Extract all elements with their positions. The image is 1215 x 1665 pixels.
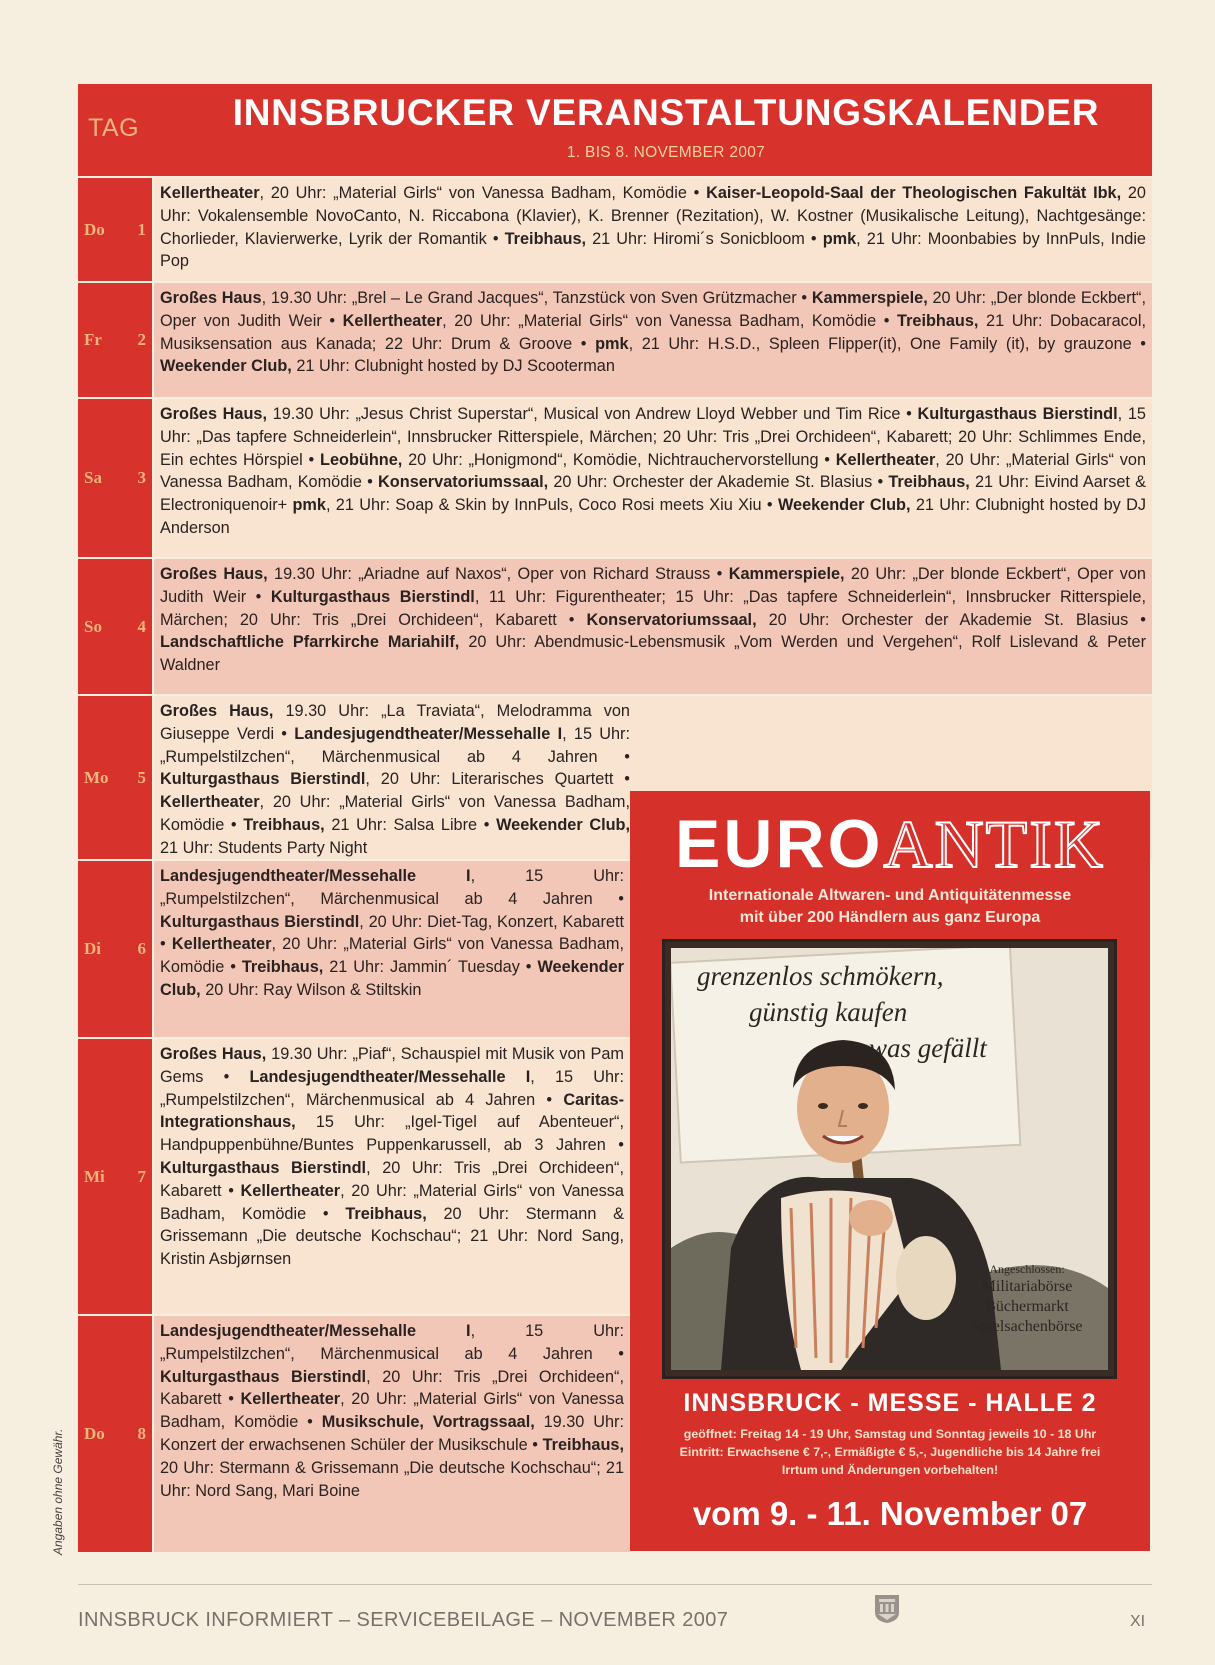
poster-canvas <box>671 948 1108 1370</box>
ad-location: INNSBRUCK - MESSE - HALLE 2 <box>683 1389 1097 1417</box>
euroantik-advertisement <box>630 791 1150 1551</box>
event-list: Großes Haus, 19.30 Uhr: „Ariadne auf Naxos“, Oper von Richard Strauss • Kammerspiele, 20 Uhr: „Der blonde Eckbert“, Oper von Judith Weir • Kulturgasthaus Bierstindl, 11 Uhr: Figurentheater; 15 Uhr: „Das tapfere Schneiderlein“, Innsbrucker Ritterspiele, Märchen; 20 Uhr: Tris „Drei Orchideen“, Kabarett • Konservatoriumssaal, 20 Uhr: Orchester der Akademie St. Blasius • Landschaftliche Pfarrkirche Mariahilf, 20 Uhr: Abendmusic-Lebensmusik „Vom Werden und Vergehen“, Rolf Lislevand & Peter Waldner <box>154 559 1152 694</box>
day-label: Mo 5 <box>78 696 152 859</box>
disclaimer: Angaben ohne Gewähr. <box>51 1428 65 1555</box>
day-row-4 <box>78 559 1152 694</box>
day-label: Do 8 <box>78 1316 152 1552</box>
day-row-6 <box>78 861 630 1037</box>
event-list: Großes Haus, 19.30 Uhr: „Piaf“, Schauspiel mit Musik von Pam Gems • Landesjugendtheater/Messehalle I, 15 Uhr: „Rumpelstilzchen“, Märchenmusical ab 4 Jahren • Caritas-Integrationshaus, 15 Uhr: „Igel-Tigel auf Abenteuer“, Handpuppenbühne/Buntes Puppenkarussell, ab 3 Jahren • Kulturgasthaus Bierstindl, 20 Uhr: Tris „Drei Orchideen“, Kabarett • Kellertheater, 20 Uhr: „Material Girls“ von Vanessa Badham, Komödie • Treibhaus, 20 Uhr: Stermann & Grissemann „Die deutsche Kochschau“; 21 Uhr: Nord Sang, Kristin Asbjørnsen <box>154 1039 630 1314</box>
ad-brand-logo: EUROANTIK <box>675 806 1105 882</box>
ad-slogan: grenzenlos schmökern, günstig kaufen was gefällt <box>697 961 987 1063</box>
day-label: Fr 2 <box>78 283 152 397</box>
footer-text: INNSBRUCK INFORMIERT – SERVICEBEILAGE – NOVEMBER 2007 <box>78 1609 729 1631</box>
day-row-3 <box>78 399 1152 557</box>
day-label: Di 6 <box>78 861 152 1037</box>
day-row-1 <box>78 178 1152 281</box>
event-list: Kellertheater, 20 Uhr: „Material Girls“ von Vanessa Badham, Komödie • Kaiser-Leopold-Saal der Theologischen Fakultät Ibk, 20 Uhr: Vokalensemble NovoCanto, N. Riccabona (Klavier), K. Brenner (Rezitation), W. Kostner (Musikalische Leitung), Nachtgesänge: Chorlieder, Klavierwerke, Lyrik der Romantik • Treibhaus, 21 Uhr: Hiromi´s Sonicbloom • pmk, 21 Uhr: Moonbabies by InnPuls, Indie Pop <box>154 178 1152 281</box>
event-list: Landesjugendtheater/Messehalle I, 15 Uhr: „Rumpelstilzchen“, Märchenmusical ab 4 Jahren • Kulturgasthaus Bierstindl, 20 Uhr: Tris „Drei Orchideen“, Kabarett • Kellertheater, 20 Uhr: „Material Girls“ von Vanessa Badham, Komödie • Musikschule, Vortragssaal, 19.30 Uhr: Konzert der erwachsenen Schüler der Musikschule • Treibhaus, 20 Uhr: Stermann & Grissemann „Die deutsche Kochschau“; 21 Uhr: Nord Sang, Mari Boine <box>154 1316 630 1552</box>
day-label: Do 1 <box>78 178 152 281</box>
day-label: Sa 3 <box>78 399 152 557</box>
date-range: 1. BIS 8. NOVEMBER 2007 <box>566 144 766 161</box>
ad-dates: vom 9. - 11. November 07 <box>692 1495 1088 1532</box>
city-emblem-icon <box>874 1594 900 1624</box>
calendar-header <box>78 84 1152 176</box>
ad-subtitle: Internationale Altwaren- und Antiquitätenmesse mit über 200 Händlern aus ganz Europa <box>708 887 1072 926</box>
page-number: XI <box>1130 1613 1146 1630</box>
day-label: So 4 <box>78 559 152 694</box>
event-list: Großes Haus, 19.30 Uhr: „Brel – Le Grand Jacques“, Tanzstück von Sven Grützmacher • Kammerspiele, 20 Uhr: „Der blonde Eckbert“, Oper von Judith Weir • Kellertheater, 20 Uhr: „Material Girls“ von Vanessa Badham, Komödie • Treibhaus, 21 Uhr: Dobacaracol, Musiksensation aus Kanada; 22 Uhr: Drum & Groove • pmk, 21 Uhr: H.S.D., Spleen Flipper(it), One Family (it), by grauzone • Weekender Club, 21 Uhr: Clubnight hosted by DJ Scooterman <box>154 283 1152 397</box>
event-text: Großes Haus, 19.30 Uhr: „La Traviata“, Melodramma von Giuseppe Verdi • Landesjugendtheater/Messehalle I, 15 Uhr: „Rumpelstilzchen“, Märchenmusical ab 4 Jahren • Kulturgasthaus Bierstindl, 20 Uhr: Literarisches Quartett • Kellertheater, 20 Uhr: „Material Girls“ von Vanessa Badham, Komödie • Treibhaus, 21 Uhr: Salsa Libre • Weekender Club, 21 Uhr: Students Party Night <box>160 702 631 857</box>
page-title: INNSBRUCKER VERANSTALTUNGSKALENDER <box>232 92 1100 133</box>
day-row-7 <box>78 1039 630 1314</box>
event-list: Großes Haus, 19.30 Uhr: „Jesus Christ Superstar“, Musical von Andrew Lloyd Webber und Tim Rice • Kulturgasthaus Bierstindl, 15 Uhr: „Das tapfere Schneiderlein“, Innsbrucker Ritterspiele, Märchen; 20 Uhr: Tris „Drei Orchideen“, Kabarett; 20 Uhr: Schlimmes Ende, Ein echtes Hörspiel • Leobühne, 20 Uhr: „Honigmond“, Komödie, Nichtrauchervorstellung • Kellertheater, 20 Uhr: „Material Girls“ von Vanessa Badham, Komödie • Konservatoriumssaal, 20 Uhr: Orchester der Akademie St. Blasius • Treibhaus, 21 Uhr: Eivind Aarset & Electroniquenoir+ pmk, 21 Uhr: Soap & Skin by InnPuls, Coco Rosi meets Xiu Xiu • Weekender Club, 21 Uhr: Clubnight hosted by DJ Anderson <box>154 399 1152 557</box>
event-list: Landesjugendtheater/Messehalle I, 15 Uhr: „Rumpelstilzchen“, Märchenmusical ab 4 Jahren • Kulturgasthaus Bierstindl, 20 Uhr: Diet-Tag, Konzert, Kabarett • Kellertheater, 20 Uhr: „Material Girls“ von Vanessa Badham, Komödie • Treibhaus, 21 Uhr: Jammin´ Tuesday • Weekender Club, 20 Uhr: Ray Wilson & Stiltskin <box>154 861 630 1037</box>
footer-divider <box>78 1584 1152 1585</box>
tag-label: TAG <box>88 114 140 142</box>
day-row-8 <box>78 1316 630 1552</box>
day-label: Mi 7 <box>78 1039 152 1314</box>
day-row-2 <box>78 283 1152 397</box>
ad-poster-image <box>662 939 1117 1379</box>
ad-info: geöffnet: Freitag 14 - 19 Uhr, Samstag und Sonntag jeweils 10 - 18 Uhr Eintritt: Erwachsene € 7,-, Ermäßigte € 5,-, Jugendliche bis 14 Jahre frei Irrtum und Änderungen vorbehalten! <box>679 1427 1101 1477</box>
ad-joined-markets: Angeschlossen: Militariabörse Büchermarkt Spielsachenbörse <box>971 1262 1083 1335</box>
